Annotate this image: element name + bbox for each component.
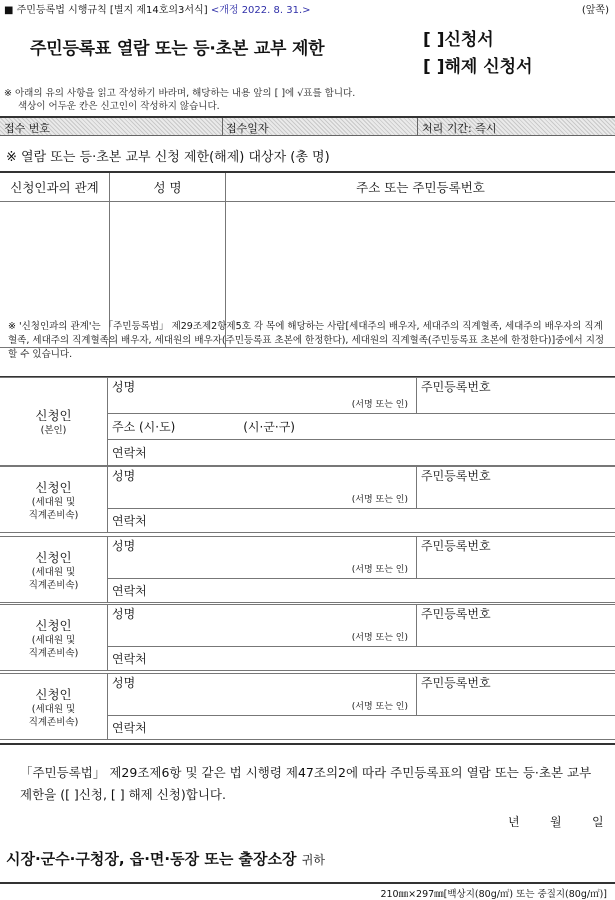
signature-hint: (서명 또는 인) [352,397,408,410]
applicant-main-contact[interactable]: 연락처 [108,440,615,466]
signature-hint: (서명 또는 인) [352,630,408,643]
applicant-block [0,673,615,740]
applicant-main [0,377,615,466]
col-name: 성 명 [110,172,226,202]
processing-period: 처리 기간: 즉시 [422,120,496,136]
addressee: 시장·군수·구청장, 읍·면·동장 또는 출장소장 귀하 [6,848,325,869]
target-section-title: ※ 열람 또는 등·초본 교부 신청 제한(해제) 대상자 (총 명) [6,146,330,165]
applicant-label: 신청인 (세대원 및 직계존비속) [0,467,108,533]
option-application[interactable]: [ ]신청서 [423,25,494,50]
applicant-contact[interactable]: 연락처 [108,716,615,740]
applicant-main-address[interactable]: 주소 (시·도) (시·군·구) [108,414,615,440]
form-header [4,1,311,16]
instructions [4,87,355,113]
instruction-line-2: 색상이 어두운 칸은 신고인이 작성하지 않습니다. [4,100,355,113]
signature-hint: (서명 또는 인) [352,699,408,712]
applicant-block [0,466,615,533]
receipt-number-label: 접수 번호 [4,120,50,136]
receipt-bar [0,116,615,136]
applicant-resident-no[interactable]: 주민등록번호 [417,674,615,716]
form-title: 주민등록표 열람 또는 등·초본 교부 제한 [30,34,324,59]
applicant-block [0,536,615,603]
paper-spec: 210㎜×297㎜[백상지(80g/㎡) 또는 중질지(80g/㎡)] [0,882,615,900]
instruction-line-1: ※ 아래의 유의 사항을 읽고 작성하기 바라며, 해당하는 내용 앞의 [ ]에 √표를 합니다. [4,87,355,100]
applicant-label: 신청인 (세대원 및 직계존비속) [0,537,108,603]
applicant-resident-no[interactable]: 주민등록번호 [417,605,615,647]
applicant-name-field[interactable]: 성명 (서명 또는 인) [108,467,417,509]
applicant-label: 신청인 (세대원 및 직계존비속) [0,605,108,671]
relation-note: ※ '신청인과의 관계'는 「주민등록법」 제29조제2항제5호 각 목에 해당하는 사람[세대주의 배우자, 세대주의 직계혈족, 세대주의 배우자의 직계혈족, 세대주의 직계혈족의 배우자, 세대원의 배우자(주민등록표 초본에 한정한다), 세대원의 직계혈족(주민등록표 초본에 한정한다)]중에서 지정할 수 있습니다. [8,320,608,362]
revision-date: <개정 2022. 8. 31.> [211,5,311,16]
col-address: 주소 또는 주민등록번호 [226,172,615,202]
applicant-contact[interactable]: 연락처 [108,509,615,533]
receipt-date-label: 접수일자 [226,120,269,136]
applicant-contact[interactable]: 연락처 [108,579,615,603]
applicant-resident-no[interactable]: 주민등록번호 [417,537,615,579]
applicant-resident-no[interactable]: 주민등록번호 [417,467,615,509]
signature-hint: (서명 또는 인) [352,562,408,575]
date-month[interactable]: 월 [550,813,562,830]
applicant-main-name-field[interactable]: 성명 (서명 또는 인) [108,378,417,414]
applicant-label: 신청인 (세대원 및 직계존비속) [0,674,108,740]
date-year[interactable]: 년 [508,813,520,830]
applicant-contact[interactable]: 연락처 [108,647,615,671]
date-day[interactable]: 일 [592,813,604,830]
applicant-block [0,604,615,671]
applicant-name-field[interactable]: 성명 (서명 또는 인) [108,537,417,579]
col-relation: 신청인과의 관계 [0,172,110,202]
option-cancel-application[interactable]: [ ]해제 신청서 [423,52,533,77]
applicant-name-field[interactable]: 성명 (서명 또는 인) [108,674,417,716]
applicant-name-field[interactable]: 성명 (서명 또는 인) [108,605,417,647]
law-reference: ■ 주민등록법 시행규칙 [별지 제14호의3서식] [4,5,208,16]
declaration: 「주민등록법」 제29조제6항 및 같은 법 시행령 제47조의2에 따라 주민등록표의 열람 또는 등·초본 교부 제한을 ([ ]신청, [ ] 해제 신청)합니다. [20,762,600,806]
applicant-main-resident-no[interactable]: 주민등록번호 [417,378,615,414]
page-side-label: (앞쪽) [582,1,609,16]
applicant-main-label: 신청인 (본인) [0,378,108,466]
signature-hint: (서명 또는 인) [352,492,408,505]
